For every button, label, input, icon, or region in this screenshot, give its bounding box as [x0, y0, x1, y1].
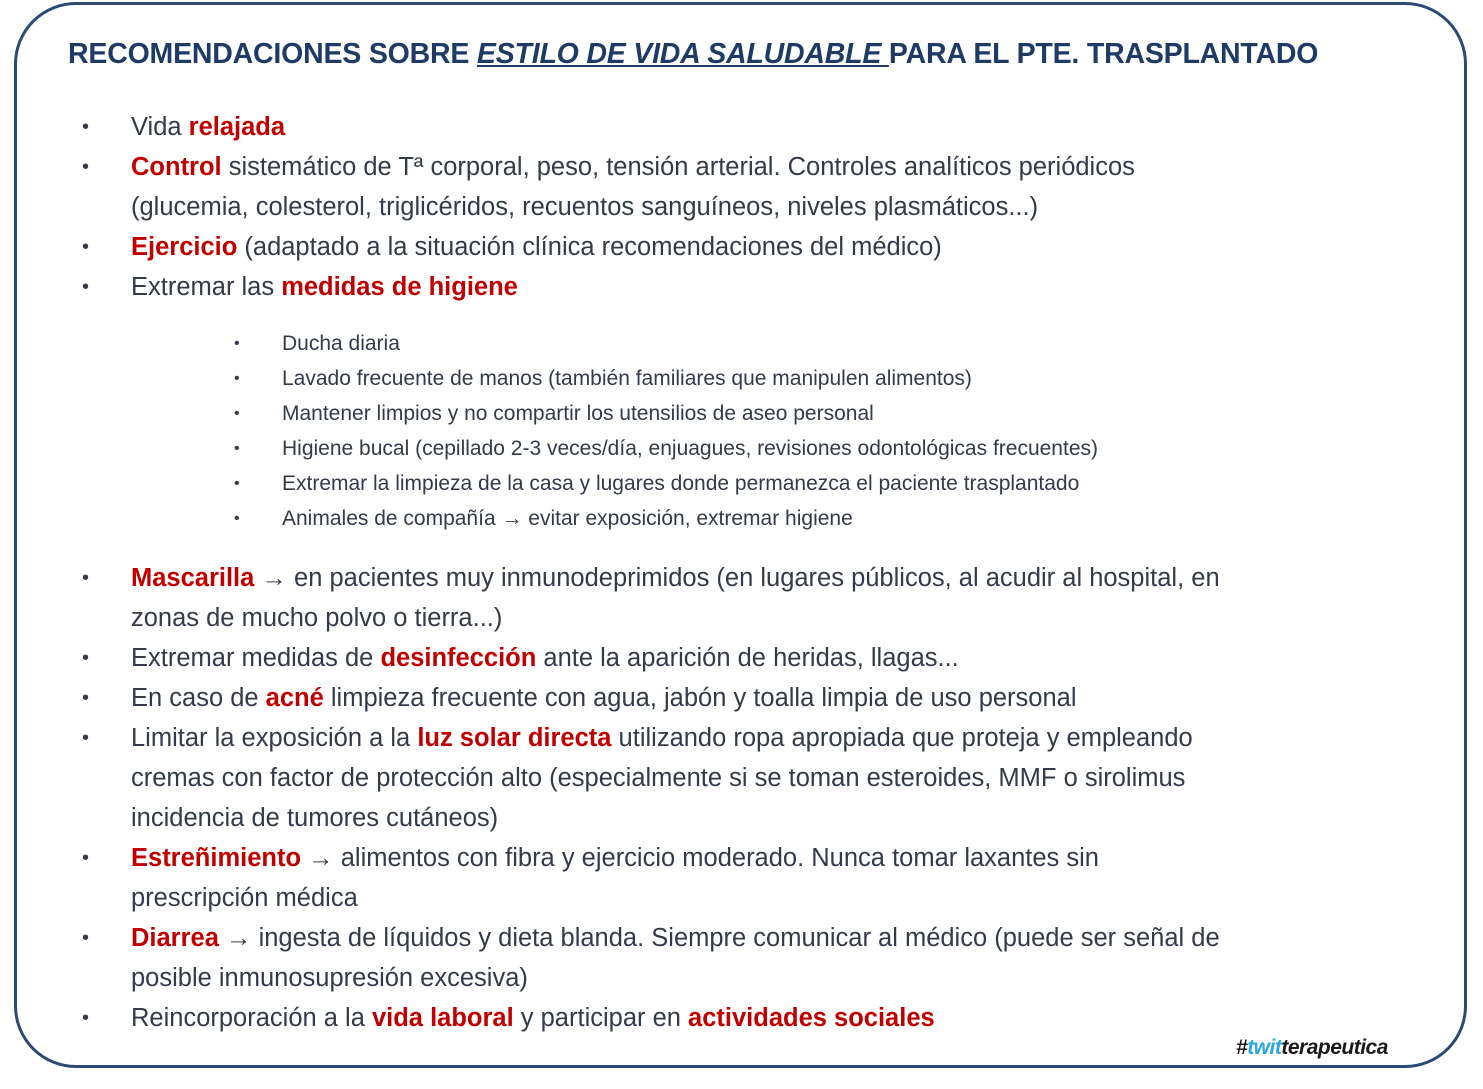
highlight: vida laboral	[371, 1004, 514, 1032]
text: En caso de	[131, 684, 266, 712]
brand-hash: #	[1236, 1036, 1248, 1059]
list-item-solar-line3: incidencia de tumores cutáneos)	[131, 804, 499, 832]
text: Vida	[131, 113, 189, 141]
highlight: Mascarilla	[131, 564, 255, 592]
brand-twit: twit	[1247, 1036, 1282, 1059]
highlight: luz solar directa	[417, 724, 612, 752]
sub-item: Lavado frecuente de manos (también familiares que manipulen alimentos)	[282, 367, 972, 390]
title-part2: PARA EL PTE. TRASPLANTADO	[888, 38, 1319, 70]
highlight: medidas de higiene	[281, 273, 518, 301]
text: Reincorporación a la	[131, 1004, 372, 1032]
list-item-mascarilla-line2: zonas de mucho polvo o tierra...)	[131, 604, 503, 632]
bullet-icon: •	[82, 1007, 90, 1029]
page-title	[68, 38, 1438, 71]
list-item-acne	[131, 678, 1077, 718]
sub-item: Animales de compañía → evitar exposición, extremar higiene	[282, 507, 853, 530]
brand-rest: terapeutica	[1281, 1036, 1388, 1059]
bullet-icon: •	[82, 156, 90, 178]
list-item-estrenimiento	[131, 838, 1099, 878]
bullet-icon: •	[82, 647, 90, 669]
bullet-icon: •	[82, 847, 90, 869]
bullet-icon: •	[234, 440, 240, 457]
bullet-icon: •	[82, 687, 90, 709]
title-part1: RECOMENDACIONES SOBRE	[68, 38, 477, 70]
text: (adaptado a la situación clínica recomendaciones del médico)	[237, 233, 942, 261]
bullet-icon: •	[234, 370, 240, 387]
text: utilizando ropa apropiada que proteja y empleando	[611, 724, 1193, 752]
bullet-icon: •	[82, 567, 90, 589]
list-item-solar-line2: cremas con factor de protección alto (especialmente si se toman esteroides, MMF o sirolimus	[131, 764, 1186, 792]
highlight: Ejercicio	[131, 233, 238, 261]
sub-item: Mantener limpios y no compartir los utensilios de aseo personal	[282, 402, 874, 425]
bullet-icon: •	[82, 276, 90, 298]
text: y participar en	[513, 1004, 689, 1032]
list-item-solar	[131, 718, 1193, 758]
bullet-icon: •	[82, 116, 90, 138]
sub-item: Extremar la limpieza de la casa y lugares donde permanezca el paciente trasplantado	[282, 472, 1080, 495]
list-item-control-line2: (glucemia, colesterol, triglicéridos, recuentos sanguíneos, niveles plasmáticos...)	[131, 193, 1039, 221]
sub-item: Ducha diaria	[282, 332, 400, 355]
list-item-control	[131, 147, 1135, 187]
list-item-mascarilla	[131, 558, 1220, 598]
highlight: Control	[131, 153, 222, 181]
bullet-icon: •	[82, 236, 90, 258]
text: → alimentos con fibra y ejercicio moderado. Nunca tomar laxantes sin	[301, 844, 1099, 872]
bullet-icon: •	[234, 510, 240, 527]
list-item-ejercicio	[131, 227, 942, 267]
text: Extremar medidas de	[131, 644, 381, 672]
bullet-icon: •	[234, 475, 240, 492]
sub-item: Higiene bucal (cepillado 2-3 veces/día, enjuagues, revisiones odontológicas frecuentes)	[282, 437, 1098, 460]
bullet-icon: •	[82, 727, 90, 749]
title-emphasis: ESTILO DE VIDA SALUDABLE	[476, 38, 889, 70]
text: Extremar las	[131, 273, 282, 301]
highlight: Estreñimiento	[131, 844, 302, 872]
list-item-estrenimiento-line2: prescripción médica	[131, 884, 358, 912]
text: Limitar la exposición a la	[131, 724, 418, 752]
list-item-laboral	[131, 998, 935, 1038]
text: → ingesta de líquidos y dieta blanda. Siempre comunicar al médico (puede ser señal de	[218, 924, 1220, 952]
text: limpieza frecuente con agua, jabón y toalla limpia de uso personal	[323, 684, 1077, 712]
brand-logo	[1236, 1036, 1388, 1060]
text: → en pacientes muy inmunodeprimidos (en lugares públicos, al acudir al hospital, en	[254, 564, 1220, 592]
text: sistemático de Tª corporal, peso, tensión arterial. Controles analíticos periódicos	[221, 153, 1135, 181]
bullet-icon: •	[234, 335, 240, 352]
list-item-higiene	[131, 267, 518, 307]
list-item-vida	[131, 107, 285, 147]
list-item-desinfeccion	[131, 638, 959, 678]
highlight: actividades sociales	[688, 1004, 935, 1032]
bullet-icon: •	[234, 405, 240, 422]
highlight: desinfección	[380, 644, 537, 672]
highlight: relajada	[188, 113, 286, 141]
bullet-icon: •	[82, 927, 90, 949]
text: ante la aparición de heridas, llagas...	[536, 644, 959, 672]
list-item-diarrea-line2: posible inmunosupresión excesiva)	[131, 964, 528, 992]
highlight: acné	[265, 684, 324, 712]
list-item-diarrea	[131, 918, 1220, 958]
highlight: Diarrea	[131, 924, 219, 952]
